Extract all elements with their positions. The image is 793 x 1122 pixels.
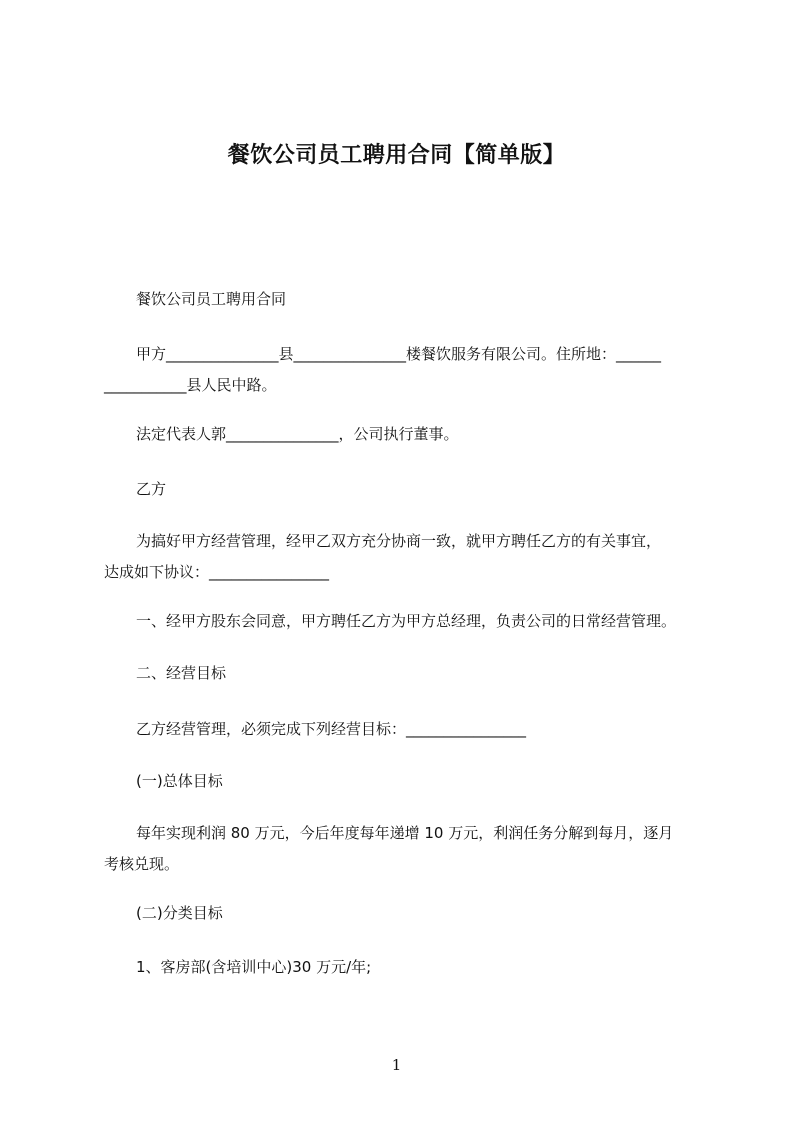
document-title: 餐饮公司员工聘用合同【简单版】 (227, 143, 566, 168)
paragraph-party-b (104, 474, 704, 505)
paragraph-category-target-heading (104, 898, 704, 929)
paragraph-overall-target-heading (104, 766, 704, 797)
paragraph-line: 一、经甲方股东会同意，甲方聘任乙方为甲方总经理，负责公司的日常经营管理。 (136, 612, 677, 630)
paragraph-preamble (104, 526, 704, 588)
paragraph-line: (二)分类目标 (136, 904, 223, 922)
paragraph-line: 乙方经营管理，必须完成下列经营目标：________________ (136, 720, 527, 738)
paragraph-clause-2-heading (104, 658, 704, 689)
paragraph-business-targets (104, 714, 704, 745)
paragraph-line: 为搞好甲方经营管理，经甲乙双方充分协商一致，就甲方聘任乙方的有关事宜， (136, 532, 662, 550)
page-number: 1 (391, 1056, 402, 1074)
paragraph-line: ___________县人民中路。 (104, 376, 277, 394)
paragraph-clause-1 (104, 606, 704, 637)
paragraph-line: 1、客房部(含培训中心)30 万元/年; (136, 958, 372, 976)
paragraph-line: (一)总体目标 (136, 772, 223, 790)
paragraph-line: 餐饮公司员工聘用合同 (136, 290, 287, 308)
paragraph-contract-heading (104, 284, 704, 315)
paragraph-line: 每年实现利润 80 万元，今后年度每年递增 10 万元，利润任务分解到每月，逐月 (136, 824, 674, 842)
paragraph-line: 法定代表人郭_______________，公司执行董事。 (136, 425, 459, 443)
paragraph-line: 甲方_______________县_______________楼餐饮服务有限公司。住所地：______ (136, 345, 662, 363)
paragraph-line: 考核兑现。 (104, 855, 180, 873)
paragraph-line: 达成如下协议：________________ (104, 563, 330, 581)
paragraph-overall-target (104, 818, 704, 880)
paragraph-party-a (104, 339, 704, 401)
paragraph-legal-representative (104, 419, 704, 450)
paragraph-category-target-1 (104, 952, 704, 983)
paragraph-line: 二、经营目标 (136, 664, 227, 682)
paragraph-line: 乙方 (136, 480, 167, 498)
